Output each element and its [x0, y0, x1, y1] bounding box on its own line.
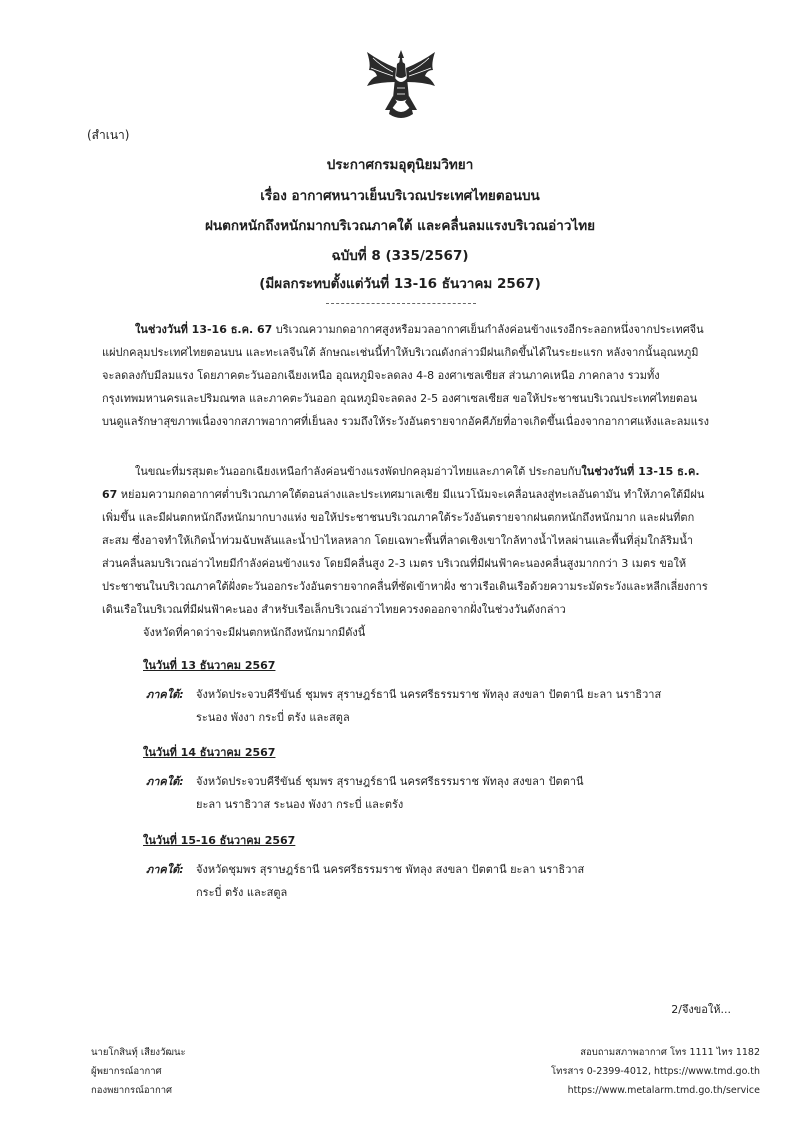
doc-agency-title: ประกาศกรมอุตุนิยมวิทยา: [326, 157, 474, 173]
contact-phone: สอบถามสภาพอากาศ โทร 1111 ไทร 1182: [580, 1047, 760, 1058]
region-label: ภาคใต้:: [146, 775, 184, 788]
paragraph-lead: ในช่วงวันที่ 13-15 ธ.ค. 67: [102, 465, 700, 501]
section-date-15-16: ในวันที่ 15-16 ธันวาคม 2567: [143, 834, 296, 847]
paragraph-body: หย่อมความกดอากาศต่ำบริเวณภาคใต้ตอนล่างและประเทศมาเลเซีย มีแนวโน้มจะเคลื่อนลงสู่ทะเลอันดามัน ทำให้ภาคใต้มีฝนเพิ่มขึ้น และมีฝนตกหนักถึงหนักมากบางแห่ง ขอให้ประชาชนบริเวณภาคใต้ระวังอันตรายจากฝนตกหนักถึงหนักมาก และฝนที่ตกสะสม ซึ่งอาจทำให้เกิดน้ำท่วมฉับพลันและน้ำป่าไหลหลาก โดยเฉพาะพื้นที่ลาดเชิงเขาใกล้ทางน้ำไหลผ่านและพื้นที่ลุ่มใกล้ริมน้ำ ส่วนคลื่นลมบริเวณอ่าวไทยมีกำลังค่อนข้างแรง โดยมีคลื่นสูง 2-3 เมตร บริเวณที่มีฝนฟ้าคะนองคลื่นสูงมากกว่า 3 เมตร ขอให้ประชาชนในบริเวณภาคใต้ฝั่งตะวันออกระวังอันตรายจากคลื่นที่ซัดเข้าหาฝั่ง ชาวเรือเดินเรือด้วยความระมัดระวังและหลีกเลี่ยงการเดินเรือในบริเวณที่มีฝนฟ้าคะนอง สำหรับเรือเล็กบริเวณอ่าวไทยควรงดออกจากฝั่งในช่วงวันดังกล่าว: [102, 488, 708, 616]
signatory-name: นายโกสินทุ์ เสียงวัฒนะ: [91, 1047, 186, 1058]
region-label: ภาคใต้:: [146, 688, 184, 701]
doc-issue-number: ฉบับที่ 8 (335/2567): [331, 248, 469, 264]
paragraph-pre: ในขณะที่มรสุมตะวันออกเฉียงเหนือกำลังค่อนข้างแรงพัดปกคลุมอ่าวไทยและภาคใต้ ประกอบกับ: [135, 465, 582, 478]
region-label: ภาคใต้:: [146, 863, 184, 876]
section-date-14: ในวันที่ 14 ธันวาคม 2567: [143, 746, 276, 759]
contact-service-link[interactable]: https://www.metalarm.tmd.go.th/service: [567, 1085, 760, 1096]
copy-mark: (สำเนา): [87, 128, 130, 142]
province-list-intro: จังหวัดที่คาดว่าจะมีฝนตกหนักถึงหนักมากมีดังนี้: [143, 626, 366, 639]
province-line: กระบี่ ตรัง และสตูล: [196, 886, 288, 899]
paragraph-lead: ในช่วงวันที่ 13-16 ธ.ค. 67: [135, 323, 273, 336]
paragraph-cold-weather: [102, 318, 710, 433]
doc-effective-period: (มีผลกระทบตั้งแต่วันที่ 13-16 ธันวาคม 2567): [259, 276, 541, 292]
doc-subject: เรื่อง อากาศหนาวเย็นบริเวณประเทศไทยตอนบน: [260, 188, 540, 204]
header-divider: [326, 303, 476, 304]
region-block: [146, 683, 706, 729]
region-block: [146, 858, 706, 904]
province-line: ระนอง พังงา กระบี่ ตรัง และสตูล: [196, 711, 350, 724]
region-block: [146, 770, 706, 816]
footer-contact: [551, 1043, 760, 1100]
province-line: จังหวัดชุมพร สุราษฎร์ธานี นครศรีธรรมราช พัทลุง สงขลา ปัตตานี ยะลา นราธิวาส: [196, 863, 585, 876]
province-line: จังหวัดประจวบคีรีขันธ์ ชุมพร สุราษฎร์ธานี นครศรีธรรมราช พัทลุง สงขลา ปัตตานี: [196, 775, 584, 788]
doc-subject-line2: ฝนตกหนักถึงหนักมากบริเวณภาคใต้ และคลื่นลมแรงบริเวณอ่าวไทย: [204, 218, 596, 234]
footer-signatory: [91, 1043, 186, 1100]
province-line: ยะลา นราธิวาส ระนอง พังงา กระบี่ และตรัง: [196, 798, 404, 811]
paragraph-body: บริเวณความกดอากาศสูงหรือมวลอากาศเย็นกำลังค่อนข้างแรงอีกระลอกหนึ่งจากประเทศจีนแผ่ปกคลุมประเทศไทยตอนบน และทะเลจีนใต้ ลักษณะเช่นนี้ทำให้บริเวณดังกล่าวมีฝนเกิดขึ้นได้ในระยะแรก หลังจากนั้นอุณหภูมิจะลดลงกับมีลมแรง โดยภาคตะวันออกเฉียงเหนือ อุณหภูมิจะลดลง 4-8 องศาเซลเซียส ส่วนภาคเหนือ ภาคกลาง รวมทั้งกรุงเทพมหานครและปริมณฑล และภาคตะวันออก อุณหภูมิจะลดลง 2-5 องศาเซลเซียส ขอให้ประชาชนบริเวณประเทศไทยตอนบนดูแลรักษาสุขภาพเนื่องจากสภาพอากาศที่เย็นลง รวมถึงให้ระวังอันตรายจากอัคคีภัยที่อาจเกิดขึ้นเนื่องจากอากาศแห้งและลมแรง: [102, 323, 709, 428]
paragraph-heavy-rain: [102, 460, 710, 621]
section-date-13: ในวันที่ 13 ธันวาคม 2567: [143, 659, 276, 672]
contact-fax-website: โทรสาร 0-2399-4012, https://www.tmd.go.th: [551, 1066, 760, 1077]
province-line: จังหวัดประจวบคีรีขันธ์ ชุมพร สุราษฎร์ธานี นครศรีธรรมราช พัทลุง สงขลา ปัตตานี ยะลา นราธิวาส: [196, 688, 662, 701]
next-page-indicator: 2/จึงขอให้...: [671, 1003, 731, 1016]
signatory-division: กองพยากรณ์อากาศ: [91, 1085, 173, 1096]
garuda-emblem-icon: [361, 48, 441, 120]
signatory-title: ผู้พยากรณ์อากาศ: [91, 1066, 162, 1077]
